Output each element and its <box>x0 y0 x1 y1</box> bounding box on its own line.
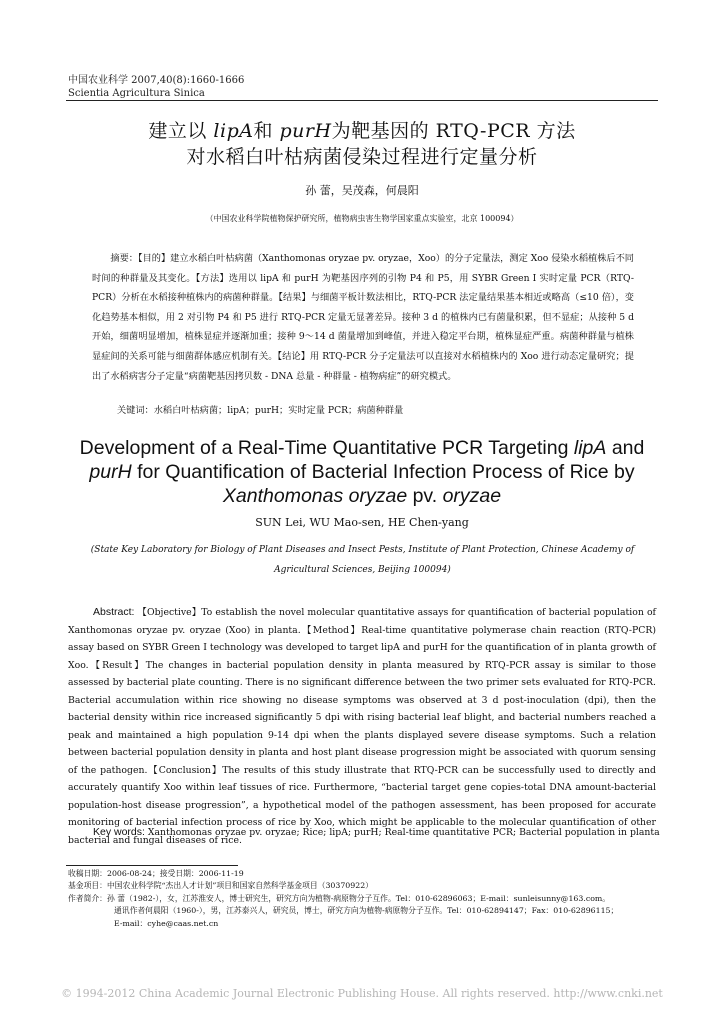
english-abstract-text: 【Objective】To establish the novel molecular quantitative assays for quantification of bacterial population of Xanthomonas oryzae pv. oryzae (Xoo) in planta.【Method】Real-time quantitative polymerase chain reaction (RTQ-PCR) assay based on SYBR Green I technology was developed to target lipA and purH for the quantification of in planta growth of Xoo.【Result】The changes in bacterial population density in planta measured by RTQ-PCR assay is similar to those assessed by bacterial plate counting. There is no significant difference between the two primer sets evaluated for RTQ-PCR. Bacterial accumulation within rice showing no disease symptoms was observed at 3 d post-inoculation (dpi), then the bacterial density within rice increased significantly 5 dpi with rising bacterial leaf blight, and bacterial numbers reached a peak and maintained a high population 9-14 dpi when the plants displayed severe disease symptoms. Such a relation between bacterial population density in planta and host plant disease progression might be associated with quorum sensing of the pathogen.【Conclusion】The results of this study illustrate that RTQ-PCR can be successfully used to directly and accurately quantify Xoo within leaf tissues of rice. Furthermore, “bacterial target gene copies-total DNA amount-bacterial population-host disease progression”, a hypothetical model of the pathogen assessment, has been proposed for accurate monitoring of bacterial infection process of rice by Xoo, which might be applicable to the molecular quantification of other bacterial and fungal diseases of rice. <box>68 607 656 846</box>
journal-header <box>68 74 244 100</box>
footnote-rule <box>66 865 238 866</box>
keywords-text: Xanthomonas oryzae pv. oryzae; Rice; lipA; purH; Real-time quantitative PCR; Bacterial population in planta <box>144 827 660 838</box>
english-title-line3 <box>66 484 658 508</box>
title-text: pv. <box>407 485 443 507</box>
title-gene: lipA <box>573 437 607 459</box>
footnote-funding: 基金项目：中国农业科学院“杰出人才计划”项目和国家自然科学基金项目（30370922） <box>68 881 373 891</box>
footnote-author: 作者简介：孙 蕾（1982-），女，江苏淮安人，博士研究生，研究方向为植物-病原物分子互作。Tel：010-62896063；E-mail：sunleisunny@163.com。 <box>68 893 611 903</box>
abstract-label: Abstract: <box>93 606 135 618</box>
footnote-email: E-mail：cyhe@caas.net.cn <box>114 918 219 928</box>
chinese-abstract-text: 摘要：【目的】建立水稻白叶枯病菌（Xanthomonas oryzae pv. oryzae，Xoo）的分子定量法，测定 Xoo 侵染水稻植株后不同时间的种群量及其变化。【方法】选用以 lipA 和 purH 为靶基因序列的引物 P4 和 P5，用 SYBR Green I 实时定量 PCR（RTQ-PCR）分析在水稻接种植株内的病菌种群量。【结果】与细菌平板计数法相比，RTQ-PCR 法定量结果基本相近或略高（≤10 倍），变化趋势基本相似，用 2 对引物 P4 和 P5 进行 RTQ-PCR 定量无显著差异。接种 3 d 的植株内已有菌量积累，但不显症；从接种 5 d 开始，细菌明显增加，植株显症并逐渐加重；接种 9～14 d 菌量增加到峰值，并进入稳定平台期，植株显症严重。病菌种群量与植株显症间的关系可能与细菌群体感应机制有关。【结论】用 RTQ-PCR 分子定量法可以直接对水稻植株内的 Xoo 进行动态定量研究；提出了水稻病害分子定量“病菌靶基因拷贝数 - DNA 总量 - 种群量 - 植物病症”的研究模式。 <box>92 253 634 382</box>
title-pathovar: oryzae <box>442 485 502 507</box>
chinese-affiliation: （中国农业科学院植物保护研究所，植物病虫害生物学国家重点实验室，北京 100094） <box>205 214 519 223</box>
title-text: 为靶基因的 RTQ-PCR 方法 <box>331 120 576 142</box>
title-text: Development of a Real-Time Quantitative PCR Targeting <box>79 437 574 459</box>
footnote-corresponding: 通讯作者何晨阳（1960-），男，江苏泰兴人，研究员，博士，研究方向为植物-病原物分子互作。Tel：010-62894147；Fax：010-62896115； <box>114 906 619 916</box>
title-text: for Quantification of Bacterial Infection Process of Rice by <box>131 461 635 483</box>
english-title <box>66 436 658 508</box>
title-text: and <box>606 437 645 459</box>
copyright-watermark: © 1994-2012 China Academic Journal Electronic Publishing House. All rights reserved. http://www.cnki.net <box>61 987 663 1000</box>
chinese-title <box>66 118 658 170</box>
chinese-title-line1 <box>66 118 658 144</box>
title-text: 和 <box>253 120 280 142</box>
chinese-abstract <box>92 249 634 386</box>
english-abstract <box>68 604 656 849</box>
footnotes <box>68 868 658 930</box>
chinese-authors: 孙 蕾，吴茂森，何晨阳 <box>305 184 419 197</box>
title-gene: lipA <box>213 120 254 142</box>
keywords-label: Key words: <box>93 826 145 838</box>
header-rule <box>66 100 658 101</box>
english-authors: SUN Lei, WU Mao-sen, HE Chen-yang <box>255 516 469 529</box>
chinese-keywords: 关键词：水稻白叶枯病菌；lipA；purH；实时定量 PCR；病菌种群量 <box>117 405 404 416</box>
title-gene: purH <box>89 461 132 483</box>
title-text: 建立以 <box>148 120 214 142</box>
english-keywords <box>93 826 660 838</box>
footnote-received: 收稿日期：2006-08-24；接受日期：2006-11-19 <box>68 869 244 878</box>
title-gene: purH <box>279 120 332 142</box>
journal-citation: 中国农业科学 2007,40(8):1660-1666 <box>68 75 245 86</box>
english-affiliation: (State Key Laboratory for Biology of Plant Diseases and Insect Pests, Institute of Plant Protection, Chinese Academy of Agricultural Sciences, Beijing 100094) <box>90 545 635 575</box>
title-species: Xanthomonas oryzae <box>222 485 408 507</box>
english-title-line1 <box>66 436 658 460</box>
english-title-line2 <box>66 460 658 484</box>
chinese-title-line2: 对水稻白叶枯病菌侵染过程进行定量分析 <box>186 146 538 168</box>
journal-name-en: Scientia Agricultura Sinica <box>68 88 205 99</box>
